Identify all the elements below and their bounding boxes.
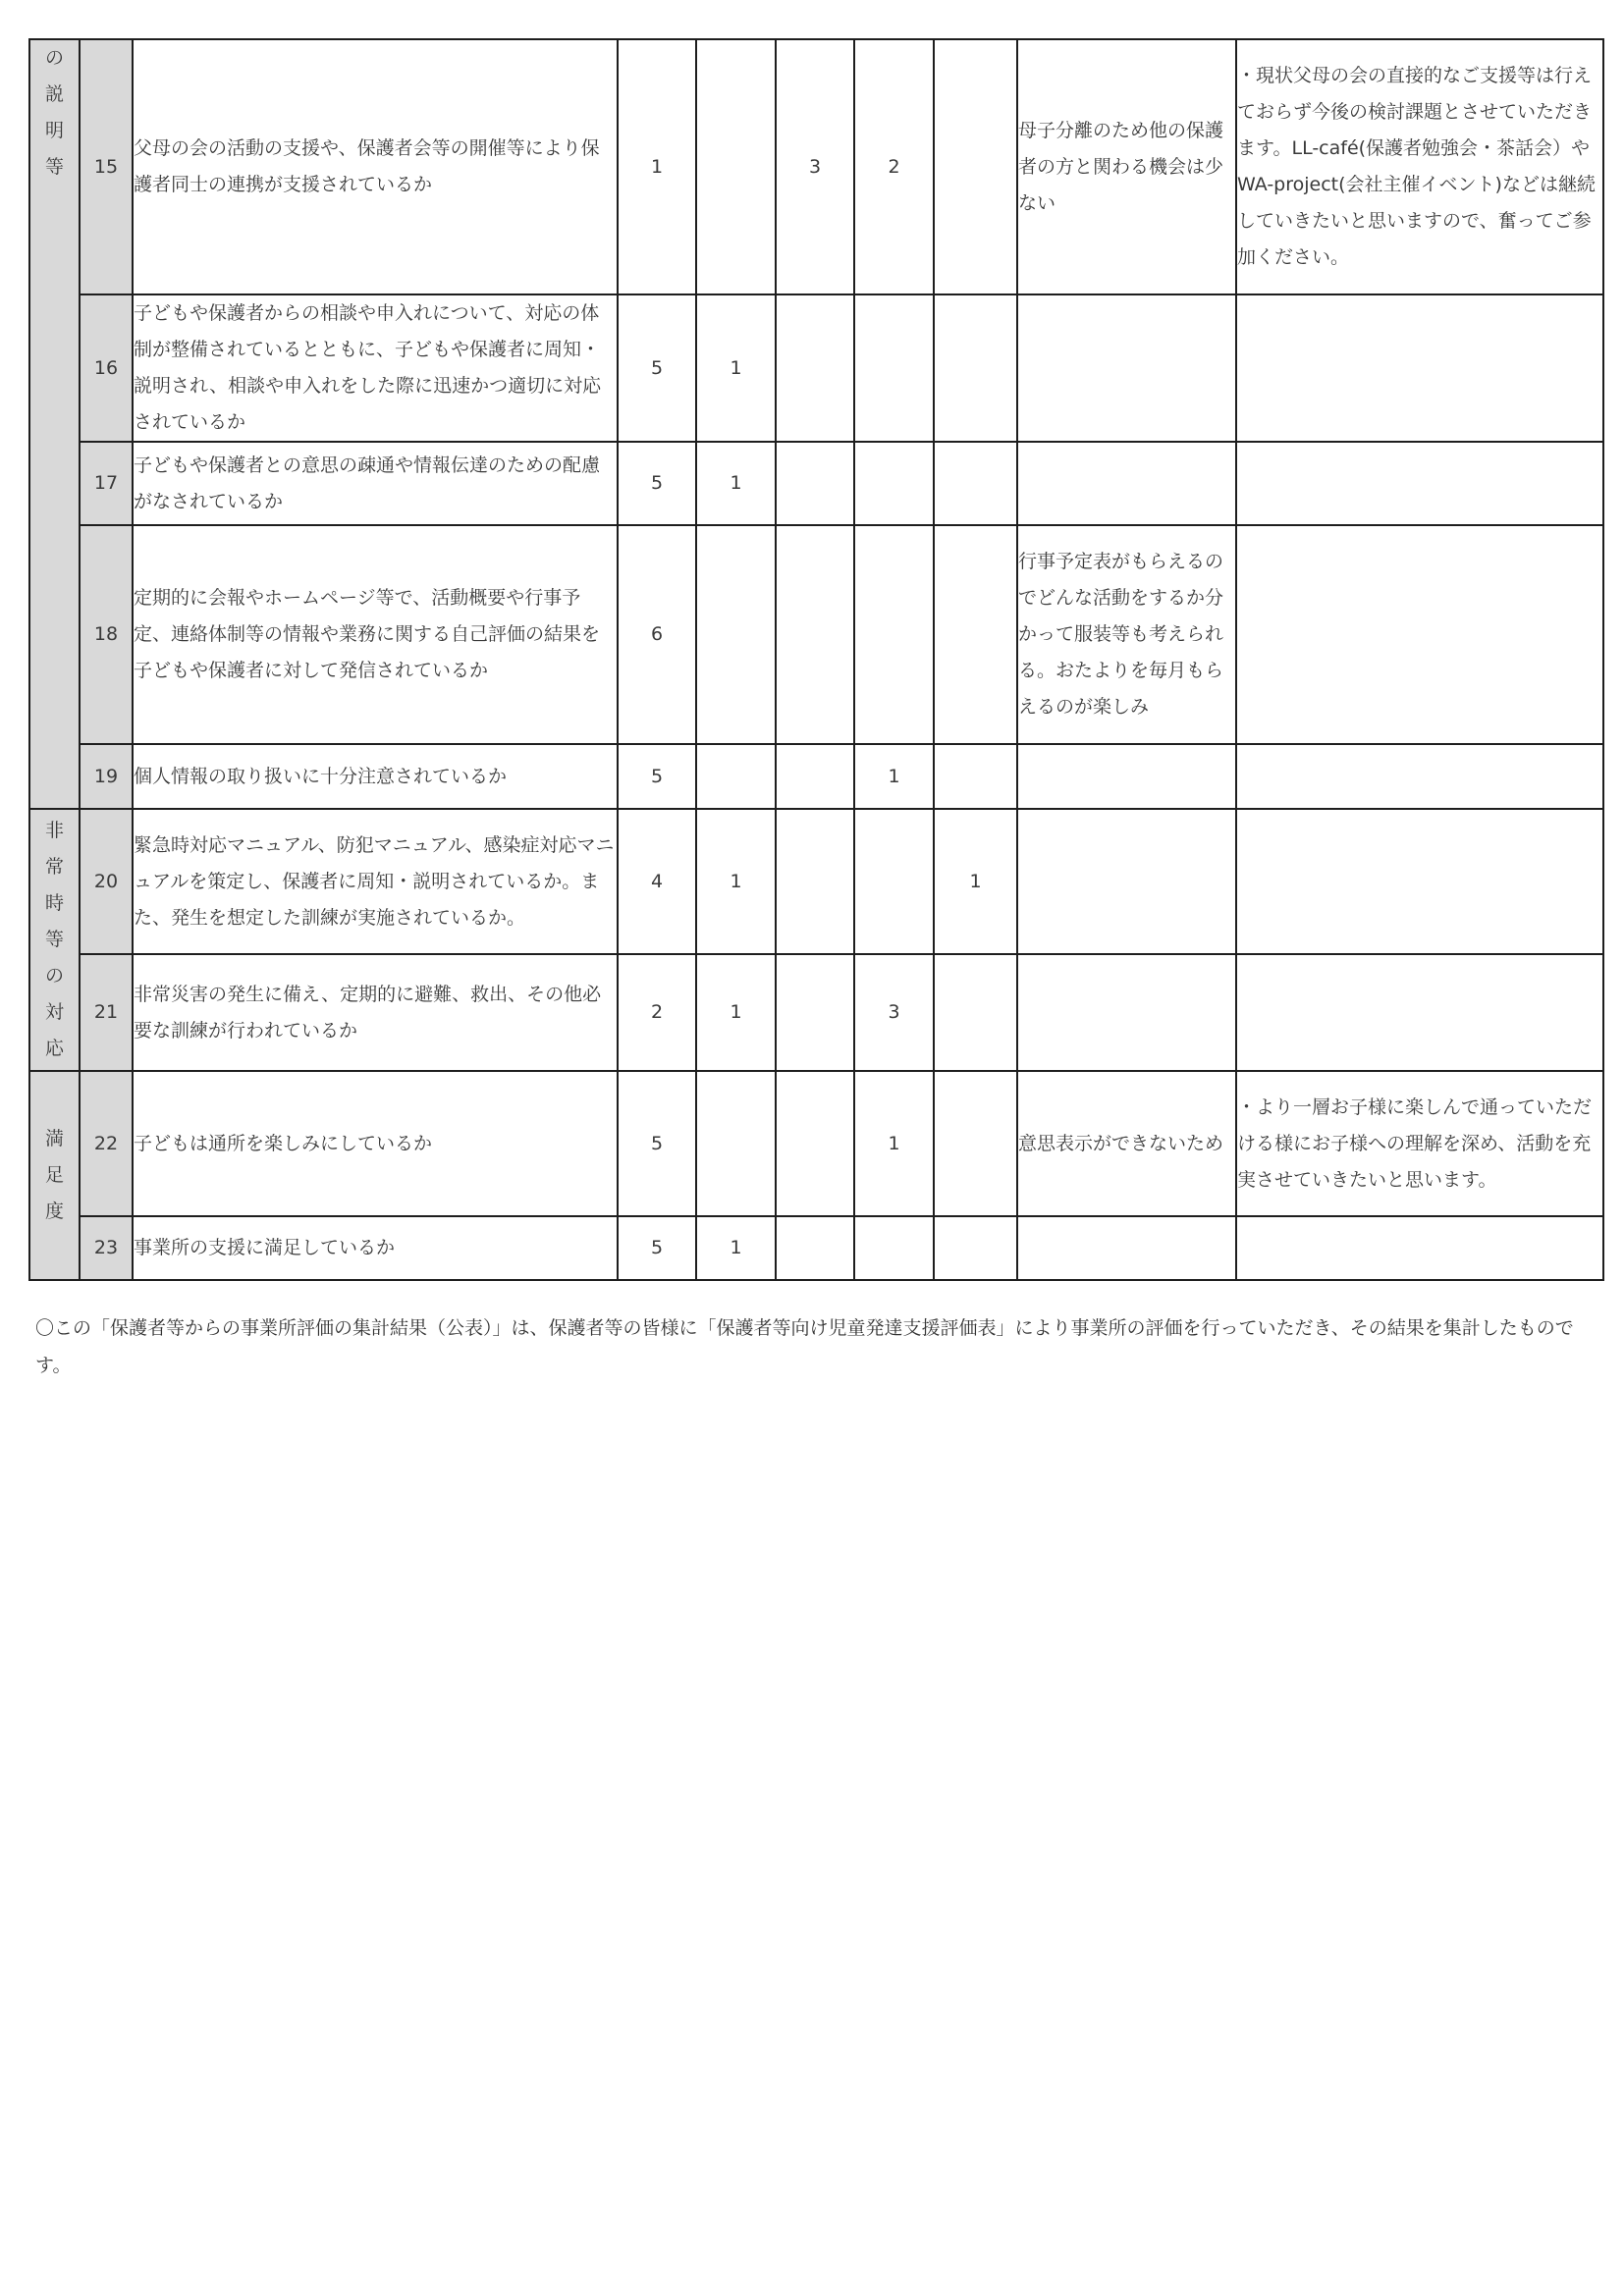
table-row-16	[29, 294, 1603, 442]
evaluation-table	[28, 38, 1604, 1281]
question-text: 子どもは通所を楽しみにしているか	[133, 1071, 618, 1216]
count-cell-3	[776, 954, 854, 1071]
count-cell-2: 1	[696, 294, 776, 442]
item-number: 23	[80, 1216, 133, 1280]
count-cell-1: 1	[618, 39, 696, 294]
count-cell-3	[776, 294, 854, 442]
facility-response	[1236, 294, 1603, 442]
count-cell-1: 6	[618, 525, 696, 744]
table-row-21	[29, 954, 1603, 1071]
count-cell-5	[934, 442, 1017, 525]
item-number: 19	[80, 744, 133, 809]
question-text: 定期的に会報やホームページ等で、活動概要や行事予定、連絡体制等の情報や業務に関する自己評価の結果を子どもや保護者に対して発信されているか	[133, 525, 618, 744]
count-cell-1: 5	[618, 744, 696, 809]
count-cell-4	[854, 294, 934, 442]
question-text: 事業所の支援に満足しているか	[133, 1216, 618, 1280]
count-cell-2: 1	[696, 954, 776, 1071]
parent-comment	[1017, 744, 1236, 809]
count-cell-2: 1	[696, 809, 776, 954]
count-cell-2	[696, 744, 776, 809]
count-cell-5	[934, 744, 1017, 809]
count-cell-3	[776, 744, 854, 809]
category-label: 非常時等の対応	[44, 820, 64, 1059]
count-cell-1: 5	[618, 442, 696, 525]
category-cell-explanation	[29, 39, 80, 809]
count-cell-5	[934, 525, 1017, 744]
count-cell-5	[934, 1216, 1017, 1280]
category-cell-satisfaction	[29, 1071, 80, 1280]
facility-response	[1236, 809, 1603, 954]
parent-comment	[1017, 294, 1236, 442]
count-cell-5	[934, 39, 1017, 294]
table-row-20	[29, 809, 1603, 954]
question-text: 個人情報の取り扱いに十分注意されているか	[133, 744, 618, 809]
facility-response	[1236, 1216, 1603, 1280]
category-label: 満足度	[44, 1128, 64, 1222]
parent-comment	[1017, 1216, 1236, 1280]
facility-response: ・より一層お子様に楽しんで通っていただける様にお子様への理解を深め、活動を充実させていきたいと思います。	[1236, 1071, 1603, 1216]
parent-comment	[1017, 442, 1236, 525]
count-cell-5	[934, 294, 1017, 442]
parent-comment	[1017, 954, 1236, 1071]
question-text: 子どもや保護者との意思の疎通や情報伝達のための配慮がなされているか	[133, 442, 618, 525]
count-cell-2	[696, 1071, 776, 1216]
count-cell-4	[854, 809, 934, 954]
item-number: 20	[80, 809, 133, 954]
count-cell-4: 2	[854, 39, 934, 294]
item-number: 22	[80, 1071, 133, 1216]
question-text: 非常災害の発生に備え、定期的に避難、救出、その他必要な訓練が行われているか	[133, 954, 618, 1071]
table-row-17	[29, 442, 1603, 525]
item-number: 17	[80, 442, 133, 525]
count-cell-5: 1	[934, 809, 1017, 954]
count-cell-2: 1	[696, 442, 776, 525]
category-label: の説明等	[44, 47, 64, 178]
table-row-18	[29, 525, 1603, 744]
count-cell-1: 5	[618, 1071, 696, 1216]
question-text: 子どもや保護者からの相談や申入れについて、対応の体制が整備されているとともに、子どもや保護者に周知・説明され、相談や申入れをした際に迅速かつ適切に対応されているか	[133, 294, 618, 442]
count-cell-4: 3	[854, 954, 934, 1071]
facility-response	[1236, 525, 1603, 744]
question-text: 父母の会の活動の支援や、保護者会等の開催等により保護者同士の連携が支援されているか	[133, 39, 618, 294]
count-cell-2: 1	[696, 1216, 776, 1280]
count-cell-3	[776, 442, 854, 525]
item-number: 21	[80, 954, 133, 1071]
facility-response: ・現状父母の会の直接的なご支援等は行えておらず今後の検討課題とさせていただきます。LL-café(保護者勉強会・茶話会）やWA-project(会社主催イベント)などは継続していきたいと思いますので、奮ってご参加ください。	[1236, 39, 1603, 294]
parent-comment	[1017, 809, 1236, 954]
table-row-22	[29, 1071, 1603, 1216]
count-cell-3	[776, 809, 854, 954]
count-cell-4: 1	[854, 1071, 934, 1216]
count-cell-1: 5	[618, 1216, 696, 1280]
count-cell-4: 1	[854, 744, 934, 809]
count-cell-2	[696, 525, 776, 744]
parent-comment: 母子分離のため他の保護者の方と関わる機会は少ない	[1017, 39, 1236, 294]
item-number: 15	[80, 39, 133, 294]
table-row-15	[29, 39, 1603, 294]
count-cell-3	[776, 1071, 854, 1216]
count-cell-2	[696, 39, 776, 294]
parent-comment: 行事予定表がもらえるのでどんな活動をするか分かって服装等も考えられる。おたよりを毎月もらえるのが楽しみ	[1017, 525, 1236, 744]
facility-response	[1236, 442, 1603, 525]
count-cell-4	[854, 1216, 934, 1280]
table-row-19	[29, 744, 1603, 809]
item-number: 18	[80, 525, 133, 744]
question-text: 緊急時対応マニュアル、防犯マニュアル、感染症対応マニュアルを策定し、保護者に周知・説明されているか。また、発生を想定した訓練が実施されているか。	[133, 809, 618, 954]
facility-response	[1236, 744, 1603, 809]
count-cell-3	[776, 1216, 854, 1280]
table-row-23	[29, 1216, 1603, 1280]
count-cell-5	[934, 1071, 1017, 1216]
count-cell-1: 2	[618, 954, 696, 1071]
facility-response	[1236, 954, 1603, 1071]
category-cell-emergency	[29, 809, 80, 1071]
item-number: 16	[80, 294, 133, 442]
count-cell-4	[854, 442, 934, 525]
count-cell-1: 4	[618, 809, 696, 954]
count-cell-3	[776, 525, 854, 744]
count-cell-5	[934, 954, 1017, 1071]
footnote: 〇この「保護者等からの事業所評価の集計結果（公表）」は、保護者等の皆様に「保護者等向け児童発達支援評価表」により事業所の評価を行っていただき、その結果を集計したものです。	[35, 1317, 1574, 1376]
count-cell-4	[854, 525, 934, 744]
count-cell-1: 5	[618, 294, 696, 442]
count-cell-3: 3	[776, 39, 854, 294]
parent-comment: 意思表示ができないため	[1017, 1071, 1236, 1216]
